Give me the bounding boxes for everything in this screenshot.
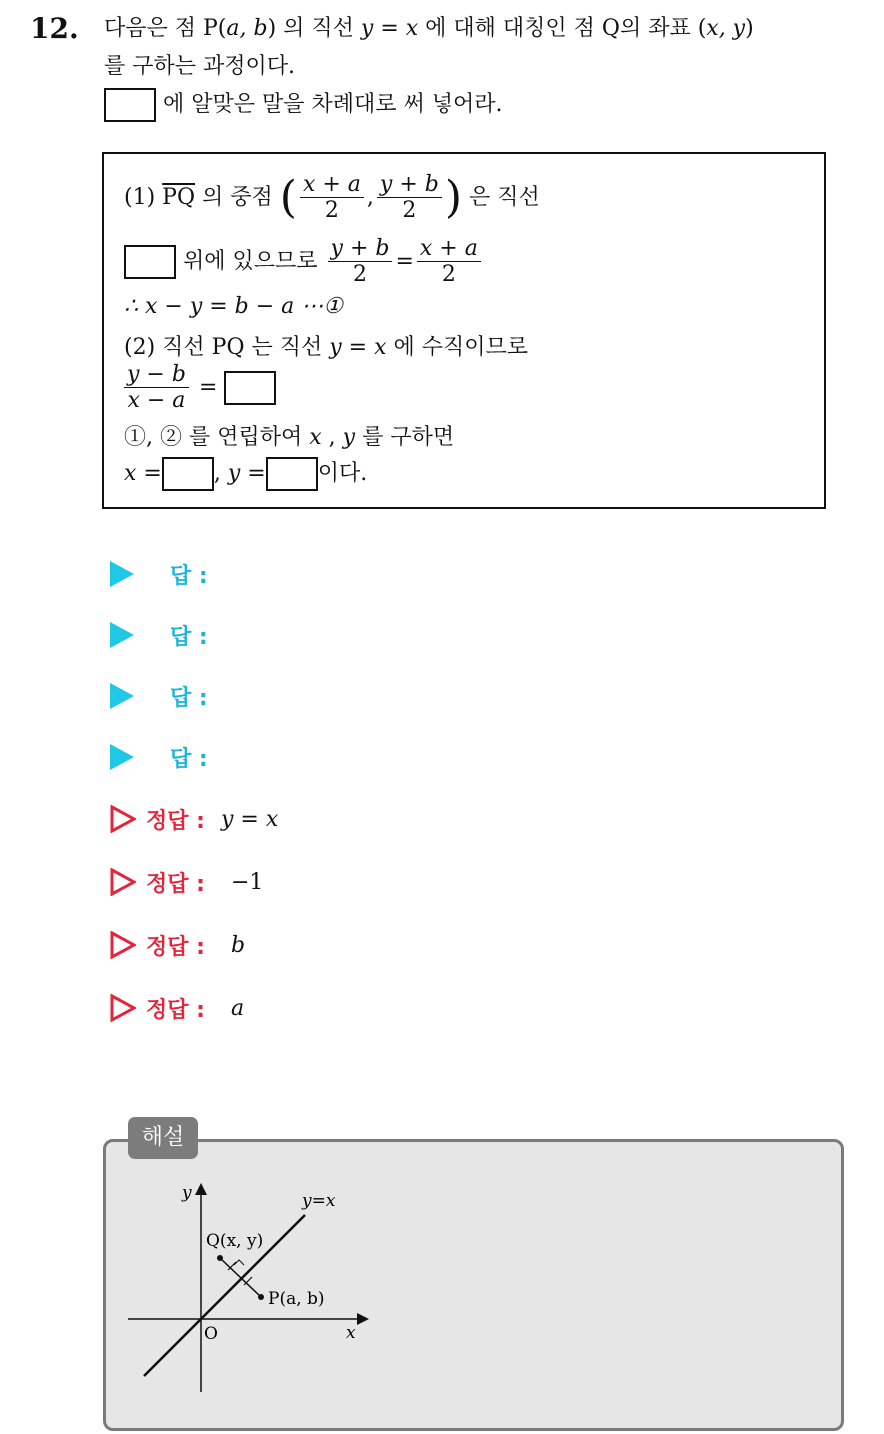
solution-box xyxy=(103,1139,844,1431)
answer-row-2[interactable]: 답 : xyxy=(110,618,208,652)
answer-row-1[interactable]: 답 : xyxy=(110,557,208,591)
correct-marker-icon xyxy=(110,805,136,833)
problem-box xyxy=(102,152,826,509)
box-line-5: $\frac{y - b}{x - a}$ = xyxy=(124,362,276,414)
point-p xyxy=(258,1294,264,1300)
correct-row-2: 정답 : −1 xyxy=(110,865,263,899)
blank-1[interactable] xyxy=(124,245,176,279)
question-line-3: 에 알맞은 말을 차례대로 써 넣어라. xyxy=(104,88,503,122)
answer-marker-icon xyxy=(110,622,134,648)
box-line-2: 위에 있으므로 $\frac{y + b}{2}$ = $\frac{x + a}{2}$ xyxy=(124,236,484,288)
question-number: 12. xyxy=(30,12,79,45)
midpoint-x-frac: $\frac{x + a}{2}$ xyxy=(300,172,364,224)
correct-row-4: 정답 : a xyxy=(110,991,244,1025)
blank-legend xyxy=(104,88,156,122)
point-q xyxy=(217,1255,223,1261)
answer-row-4[interactable]: 답 : xyxy=(110,740,208,774)
box-line-4: (2) 직선 PQ 는 직선 y = x 에 수직이므로 xyxy=(124,335,529,360)
answer-row-3[interactable]: 답 : xyxy=(110,679,208,713)
blank-2[interactable] xyxy=(224,371,276,405)
answer-marker-icon xyxy=(110,683,134,709)
correct-marker-icon xyxy=(110,931,136,959)
box-line-1: (1) $\overline{PQ}$ 의 중점 ( $\frac{x + a}{2}$ , $\frac{y + b}{2}$ ) 은 직선 xyxy=(124,171,540,224)
box-line-6: ①, ② 를 연립하여 x , y 를 구하면 xyxy=(124,425,455,450)
y-axis-label: y xyxy=(182,1183,192,1203)
blank-4[interactable] xyxy=(266,457,318,491)
slope-frac: $\frac{y - b}{x - a}$ xyxy=(124,362,189,414)
question-line-1: 다음은 점 P(a, b) 의 직선 y = x 에 대해 대칭인 점 Q의 좌표 (x, y) xyxy=(104,16,754,41)
correct-marker-icon xyxy=(110,994,136,1022)
segment-pq: $\overline{PQ}$ xyxy=(162,184,196,210)
blank-3[interactable] xyxy=(162,457,214,491)
box-line-7: x = , y = 이다. xyxy=(124,456,367,491)
origin-label: O xyxy=(204,1324,218,1344)
answer-marker-icon xyxy=(110,744,134,770)
point-p-label: P(a, b) xyxy=(268,1289,325,1309)
correct-row-3: 정답 : b xyxy=(110,928,245,962)
correct-row-1: 정답 : y = x xyxy=(110,802,278,836)
answer-marker-icon xyxy=(110,561,134,587)
correct-marker-icon xyxy=(110,868,136,896)
midpoint-y-frac: $\frac{y + b}{2}$ xyxy=(377,172,442,224)
x-axis-label: x xyxy=(346,1323,356,1343)
point-q-label: Q(x, y) xyxy=(206,1231,264,1251)
box-line-3: ∴ x − y = b − a ⋯① xyxy=(124,294,344,319)
question-line-2: 를 구하는 과정이다. xyxy=(104,54,295,79)
line-label: y=x xyxy=(302,1191,336,1211)
solution-tab[interactable]: 해설 xyxy=(128,1117,198,1159)
reflection-diagram xyxy=(116,1182,416,1412)
